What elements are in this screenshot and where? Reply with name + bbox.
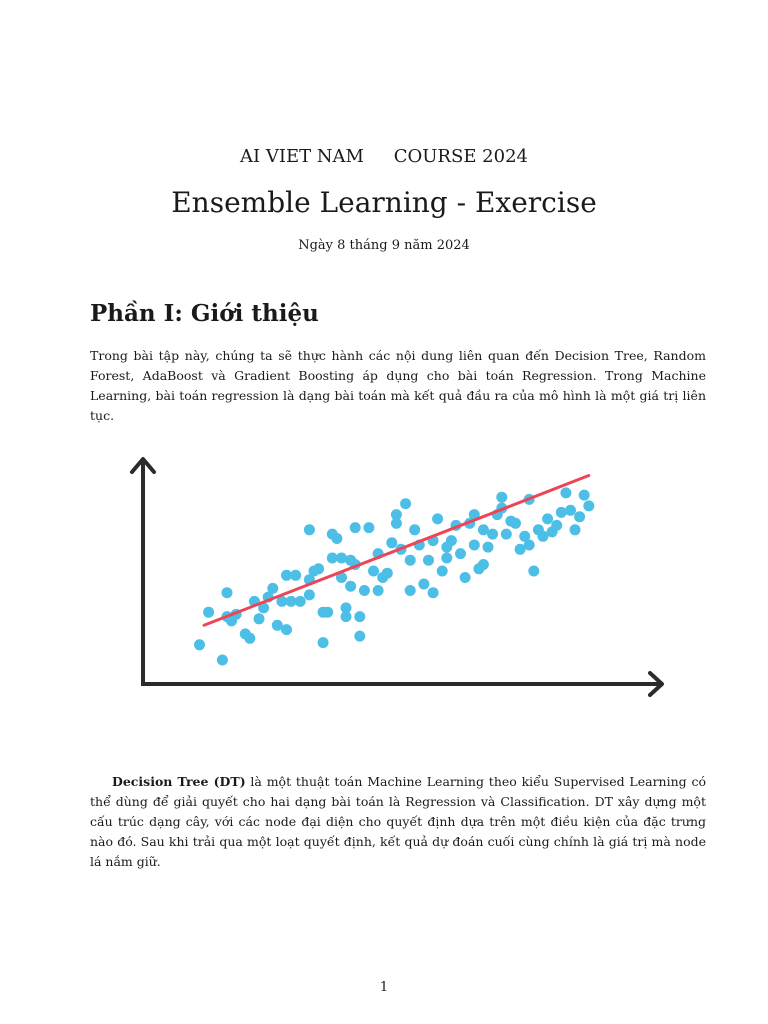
regression-illustration (120, 448, 680, 708)
data-point (409, 524, 420, 535)
data-point (267, 583, 278, 594)
data-point (432, 513, 443, 524)
org-name: AI VIET NAM (240, 146, 364, 167)
data-point (304, 524, 315, 535)
data-point (583, 500, 594, 511)
data-point (496, 492, 507, 503)
data-point (556, 507, 567, 518)
data-point (322, 607, 333, 618)
data-point (551, 520, 562, 531)
data-point (331, 533, 342, 544)
document-title: Ensemble Learning - Exercise (171, 186, 597, 219)
data-point (281, 624, 292, 635)
data-point (304, 589, 315, 600)
data-point (359, 585, 370, 596)
data-point (579, 490, 590, 501)
data-point (423, 555, 434, 566)
data-point (460, 572, 471, 583)
data-point (373, 585, 384, 596)
data-point (446, 535, 457, 546)
data-point (437, 566, 448, 577)
data-point (217, 655, 228, 666)
data-point (363, 522, 374, 533)
data-point (313, 563, 324, 574)
data-point (405, 585, 416, 596)
data-point (400, 498, 411, 509)
course-name: COURSE 2024 (393, 146, 528, 167)
data-point (254, 613, 265, 624)
data-point (478, 559, 489, 570)
data-point (469, 540, 480, 551)
data-point (565, 505, 576, 516)
data-point (570, 524, 581, 535)
decision-tree-term: Decision Tree (DT) (112, 774, 246, 789)
data-point (354, 631, 365, 642)
data-point (345, 581, 356, 592)
data-point (501, 529, 512, 540)
decision-tree-text: là một thuật toán Machine Learning theo kiểu Supervised Learning có thể dùng để giải quyết cho hai dạng bài toán là Regression và Classification. DT xây dựng một cấu trúc dạng cây, với các node đại diện cho quyết định dựa trên một điều kiện của đặc trưng nào đó. Sau khi trải qua một loạt quyết định, kết quả dự đoán cuối cùng chính là giá trị mà node lá nắm giữ. (90, 774, 706, 869)
data-point (318, 637, 329, 648)
data-point (455, 548, 466, 559)
section-heading: Phần I: Giới thiệu (90, 300, 319, 327)
data-point (560, 487, 571, 498)
data-point (418, 579, 429, 590)
data-point (405, 555, 416, 566)
data-point (336, 553, 347, 564)
data-point (483, 542, 494, 553)
data-point (368, 566, 379, 577)
data-point (441, 553, 452, 564)
document-date: Ngày 8 tháng 9 năm 2024 (298, 238, 470, 253)
page-number: 1 (379, 980, 389, 995)
data-point (194, 639, 205, 650)
data-point (391, 518, 402, 529)
data-point (386, 537, 397, 548)
data-point (382, 568, 393, 579)
decision-tree-paragraph (90, 772, 706, 872)
data-point (428, 587, 439, 598)
data-point (222, 587, 233, 598)
data-point (524, 540, 535, 551)
data-point (203, 607, 214, 618)
data-point (341, 611, 352, 622)
data-point (350, 522, 361, 533)
data-point (244, 633, 255, 644)
intro-paragraph: Trong bài tập này, chúng ta sẽ thực hành các nội dung liên quan đến Decision Tree, Random Forest, AdaBoost và Gradient Boosting áp dụng cho bài toán Regression. Trong Machine Learning, bài toán regression là dạng bài toán mà kết quả đầu ra của mô hình là một giá trị liên tục. (90, 348, 706, 423)
data-point (574, 511, 585, 522)
document-header (0, 146, 768, 167)
data-point (528, 566, 539, 577)
data-point (487, 529, 498, 540)
data-point (354, 611, 365, 622)
data-point (510, 518, 521, 529)
data-point (290, 570, 301, 581)
regression-line (204, 476, 589, 626)
data-point (542, 513, 553, 524)
data-point (295, 596, 306, 607)
